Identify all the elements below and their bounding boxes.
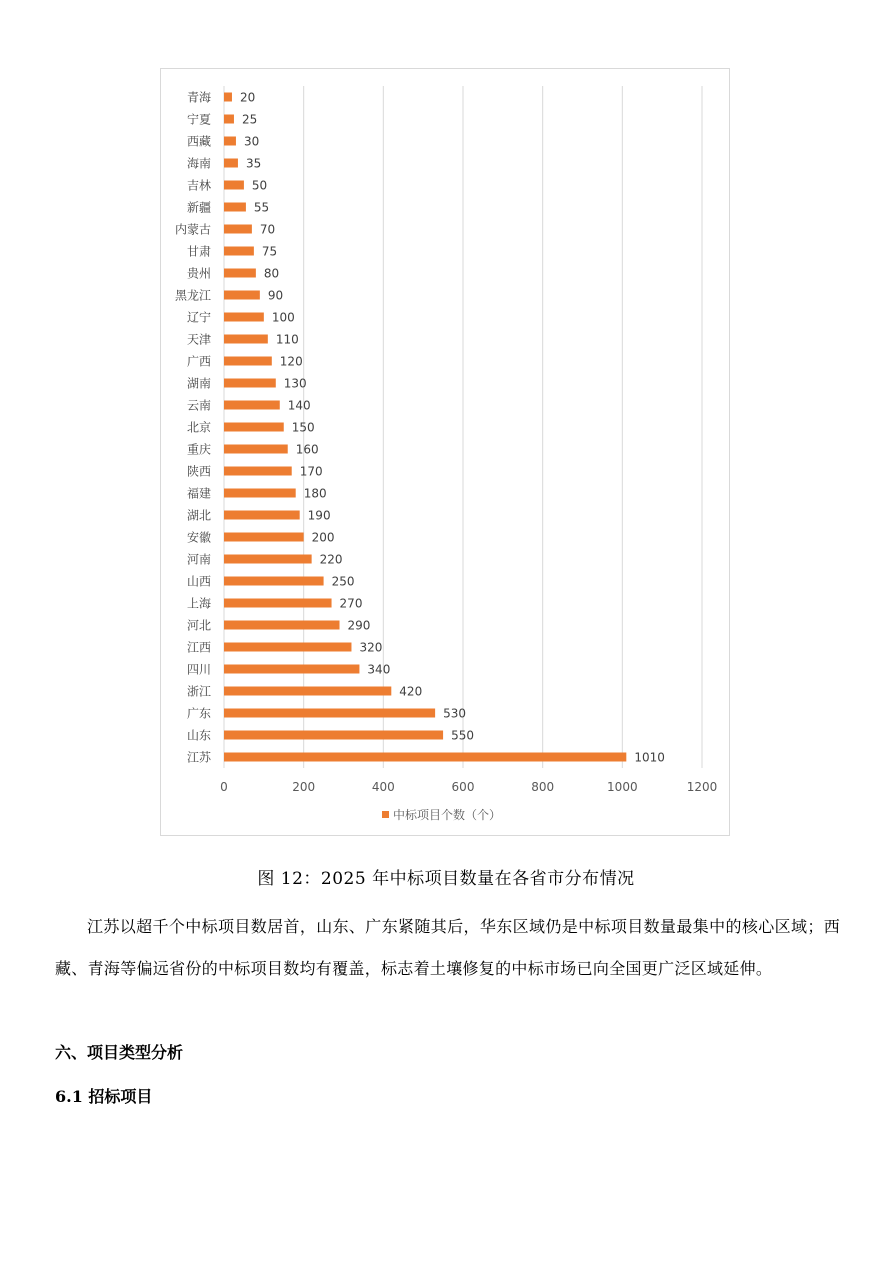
bar-chart: [161, 69, 731, 837]
bar: [224, 445, 288, 454]
category-label: 湖北: [186, 508, 211, 523]
data-label: 80: [263, 266, 280, 281]
data-label: 50: [251, 178, 268, 193]
x-tick-label: 200: [292, 780, 316, 794]
legend-label: 中标项目个数（个）: [393, 808, 502, 822]
data-label: 550: [451, 728, 474, 743]
category-label: 黑龙江: [174, 288, 211, 303]
bar: [224, 269, 256, 278]
bar: [224, 357, 272, 366]
data-label: 340: [367, 662, 391, 677]
data-label: 150: [291, 420, 315, 435]
bar: [224, 247, 254, 256]
category-label: 云南: [186, 398, 211, 413]
category-label: 天津: [186, 332, 211, 347]
category-label: 河北: [186, 618, 211, 633]
bar: [224, 577, 324, 586]
section-heading: 六、项目类型分析: [55, 1043, 184, 1062]
data-label: 110: [275, 332, 299, 347]
body-paragraph: 江苏以超千个中标项目数居首，山东、广东紧随其后，华东区域仍是中标项目数量最集中的核心区域；西藏、青海等偏远省份的中标项目数均有覆盖，标志着土壤修复的中标市场已向全国更广泛区域延伸。: [55, 917, 840, 978]
category-label: 西藏: [186, 134, 211, 149]
category-label: 江西: [186, 640, 211, 655]
category-label: 福建: [186, 486, 211, 501]
data-label: 270: [339, 596, 363, 611]
data-label: 75: [261, 244, 278, 259]
bar: [224, 423, 284, 432]
category-label: 宁夏: [186, 112, 211, 127]
x-tick-label: 600: [451, 780, 475, 794]
category-label: 湖南: [186, 376, 211, 391]
category-label: 浙江: [186, 684, 211, 699]
subsection-heading: 6.1 招标项目: [55, 1087, 153, 1106]
chart-container: [160, 68, 730, 836]
data-label: 120: [279, 354, 303, 369]
category-label: 河南: [186, 552, 211, 567]
x-tick-label: 400: [371, 780, 395, 794]
bar: [224, 379, 276, 388]
data-label: 55: [253, 200, 270, 215]
bar: [224, 181, 244, 190]
bar: [224, 533, 304, 542]
legend-swatch: [382, 811, 389, 818]
category-label: 山西: [186, 574, 211, 589]
bar: [224, 687, 391, 696]
category-label: 广西: [186, 354, 211, 369]
category-label: 青海: [186, 90, 211, 105]
category-label: 江苏: [186, 750, 211, 765]
bar: [224, 599, 332, 608]
category-label: 贵州: [186, 266, 211, 281]
category-label: 重庆: [186, 442, 211, 457]
bar: [224, 159, 238, 168]
bar: [224, 401, 280, 410]
bar: [224, 115, 234, 124]
category-label: 北京: [186, 420, 211, 435]
data-label: 90: [267, 288, 284, 303]
bar: [224, 665, 359, 674]
bar: [224, 225, 252, 234]
bar: [224, 731, 443, 740]
bar: [224, 621, 340, 630]
data-label: 70: [259, 222, 276, 237]
data-label: 30: [243, 134, 260, 149]
data-label: 220: [319, 552, 343, 567]
data-label: 200: [311, 530, 335, 545]
category-label: 新疆: [186, 200, 211, 215]
category-label: 四川: [186, 662, 211, 677]
category-label: 广东: [186, 706, 211, 721]
bar: [224, 643, 351, 652]
x-tick-label: 0: [220, 780, 228, 794]
category-label: 内蒙古: [174, 222, 211, 237]
data-label: 20: [239, 90, 256, 105]
category-label: 海南: [186, 156, 211, 171]
category-label: 吉林: [186, 178, 211, 193]
data-label: 170: [299, 464, 323, 479]
bar: [224, 203, 246, 212]
bar: [224, 137, 236, 146]
data-label: 190: [307, 508, 331, 523]
category-label: 甘肃: [186, 244, 211, 259]
data-label: 35: [245, 156, 262, 171]
figure-caption: 图 12：2025 年中标项目数量在各省市分布情况: [257, 869, 635, 889]
data-label: 250: [331, 574, 355, 589]
bar: [224, 313, 264, 322]
bar: [224, 511, 300, 520]
category-label: 安徽: [186, 530, 211, 545]
data-label: 1010: [634, 750, 665, 765]
bar: [224, 489, 296, 498]
x-tick-label: 800: [531, 780, 555, 794]
bar: [224, 753, 626, 762]
category-label: 辽宁: [186, 310, 211, 325]
data-label: 420: [399, 684, 423, 699]
data-label: 130: [283, 376, 307, 391]
category-label: 上海: [186, 596, 211, 611]
bar: [224, 709, 435, 718]
data-label: 160: [295, 442, 319, 457]
x-tick-label: 1200: [686, 780, 718, 794]
data-label: 530: [443, 706, 467, 721]
bar: [224, 555, 312, 564]
data-label: 320: [359, 640, 383, 655]
data-label: 140: [287, 398, 311, 413]
data-label: 100: [271, 310, 295, 325]
category-label: 山东: [186, 728, 211, 743]
bar: [224, 291, 260, 300]
data-label: 180: [303, 486, 327, 501]
category-label: 陕西: [186, 464, 211, 479]
bar: [224, 467, 292, 476]
data-label: 290: [347, 618, 371, 633]
bar: [224, 93, 232, 102]
data-label: 25: [241, 112, 258, 127]
x-tick-label: 1000: [607, 780, 638, 794]
bar: [224, 335, 268, 344]
